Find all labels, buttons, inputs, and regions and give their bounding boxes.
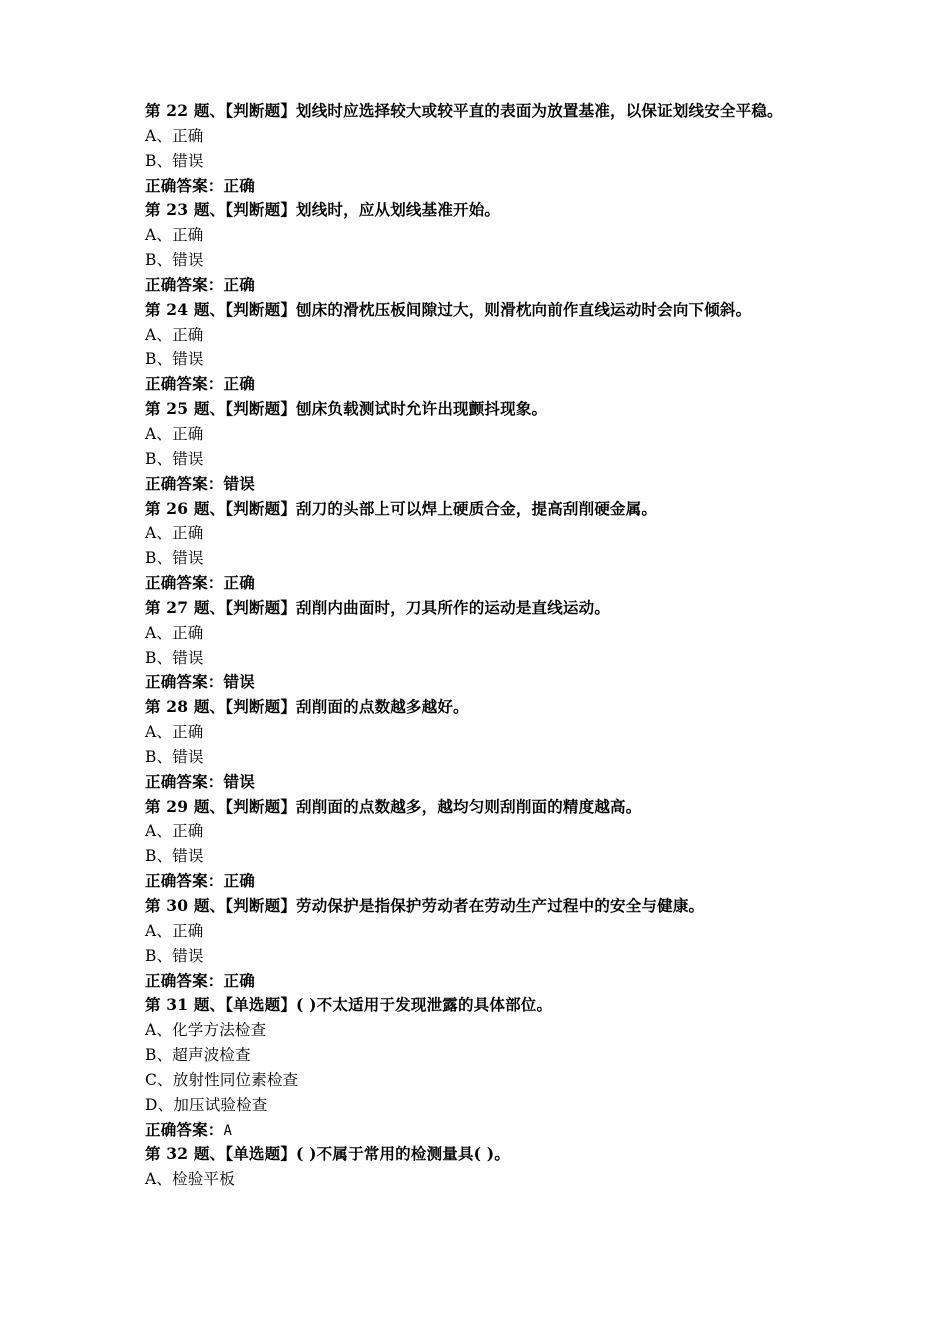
- answer-option: B、错误: [145, 549, 204, 568]
- correct-answer: [145, 372, 845, 397]
- correct-answer-value: 正确: [223, 175, 255, 195]
- correct-answer-label: 正确答案：: [145, 970, 224, 990]
- answer-option: B、错误: [145, 847, 204, 866]
- answer-option: C、放射性同位素检查: [145, 1070, 299, 1089]
- correct-answer-value: 正确: [223, 374, 255, 394]
- correct-answer-value: 正确: [223, 970, 255, 990]
- question-block: [145, 99, 845, 198]
- correct-answer-label: 正确答案：: [145, 771, 224, 791]
- question-stem: 第 29 题、【判断题】刮削面的点数越多，越均匀则刮削面的精度越高。: [145, 796, 642, 816]
- question-stem: 第 31 题、【单选题】( )不太适用于发现泄露的具体部位。: [145, 995, 553, 1015]
- correct-answer-value: 正确: [223, 573, 255, 593]
- question-block: [145, 397, 845, 496]
- answer-option: B、超声波检查: [145, 1046, 251, 1065]
- answer-option: A、正确: [145, 126, 204, 145]
- correct-answer: [145, 770, 845, 795]
- answer-option: A、正确: [145, 822, 204, 841]
- question-block: [145, 198, 845, 297]
- correct-answer-value: A: [223, 1122, 233, 1139]
- correct-answer: [145, 1118, 845, 1143]
- answer-option: B、错误: [145, 747, 204, 766]
- question-document: [145, 99, 845, 1192]
- question-block: [145, 894, 845, 993]
- question-stem: 第 23 题、【判断题】划线时，应从划线基准开始。: [145, 200, 501, 220]
- answer-option: A、检验平板: [145, 1170, 235, 1189]
- answer-option: A、正确: [145, 424, 204, 443]
- question-block: [145, 497, 845, 596]
- answer-option: D、加压试验检查: [145, 1095, 268, 1114]
- question-block: [145, 795, 845, 894]
- correct-answer: [145, 969, 845, 994]
- question-block: [145, 1142, 845, 1192]
- answer-option: A、正确: [145, 921, 204, 940]
- correct-answer-value: 错误: [223, 672, 255, 692]
- question-block: [145, 695, 845, 794]
- correct-answer-label: 正确答案：: [145, 573, 224, 593]
- answer-option: A、正确: [145, 226, 204, 245]
- question-stem: 第 27 题、【判断题】刮削内曲面时，刀具所作的运动是直线运动。: [145, 597, 611, 617]
- question-stem: 第 32 题、【单选题】( )不属于常用的检测量具( )。: [145, 1144, 511, 1164]
- answer-option: A、正确: [145, 524, 204, 543]
- correct-answer: [145, 472, 845, 497]
- answer-option: B、错误: [145, 449, 204, 468]
- correct-answer: [145, 273, 845, 298]
- answer-option: A、正确: [145, 723, 204, 742]
- correct-answer-value: 错误: [223, 473, 255, 493]
- correct-answer: [145, 571, 845, 596]
- correct-answer-label: 正确答案：: [145, 473, 224, 493]
- answer-option: B、错误: [145, 151, 204, 170]
- correct-answer-value: 正确: [223, 871, 255, 891]
- correct-answer-label: 正确答案：: [145, 672, 224, 692]
- correct-answer-label: 正确答案：: [145, 1119, 224, 1139]
- answer-option: A、化学方法检查: [145, 1021, 267, 1040]
- answer-option: B、错误: [145, 350, 204, 369]
- answer-option: A、正确: [145, 325, 204, 344]
- answer-option: B、错误: [145, 251, 204, 270]
- correct-answer: [145, 670, 845, 695]
- answer-option: B、错误: [145, 648, 204, 667]
- correct-answer: [145, 869, 845, 894]
- question-block: [145, 596, 845, 695]
- correct-answer-value: 错误: [223, 771, 255, 791]
- correct-answer-label: 正确答案：: [145, 175, 224, 195]
- question-stem: 第 24 题、【判断题】刨床的滑枕压板间隙过大，则滑枕向前作直线运动时会向下倾斜。: [145, 299, 752, 319]
- correct-answer-label: 正确答案：: [145, 274, 224, 294]
- correct-answer: [145, 174, 845, 199]
- correct-answer-label: 正确答案：: [145, 871, 224, 891]
- question-stem: 第 22 题、【判断题】划线时应选择较大或较平直的表面为放置基准，以保证划线安全平稳。: [145, 101, 783, 120]
- question-block: [145, 993, 845, 1142]
- question-stem: 第 28 题、【判断题】刮削面的点数越多越好。: [145, 697, 469, 717]
- correct-answer-label: 正确答案：: [145, 374, 224, 394]
- answer-option: A、正确: [145, 623, 204, 642]
- question-stem: 第 26 题、【判断题】刮刀的头部上可以焊上硬质合金，提高刮削硬金属。: [145, 498, 658, 518]
- correct-answer-value: 正确: [223, 274, 255, 294]
- question-block: [145, 298, 845, 397]
- answer-option: B、错误: [145, 946, 204, 965]
- question-stem: 第 30 题、【判断题】劳动保护是指保护劳动者在劳动生产过程中的安全与健康。: [145, 896, 705, 915]
- question-stem: 第 25 题、【判断题】刨床负载测试时允许出现颤抖现象。: [145, 399, 548, 419]
